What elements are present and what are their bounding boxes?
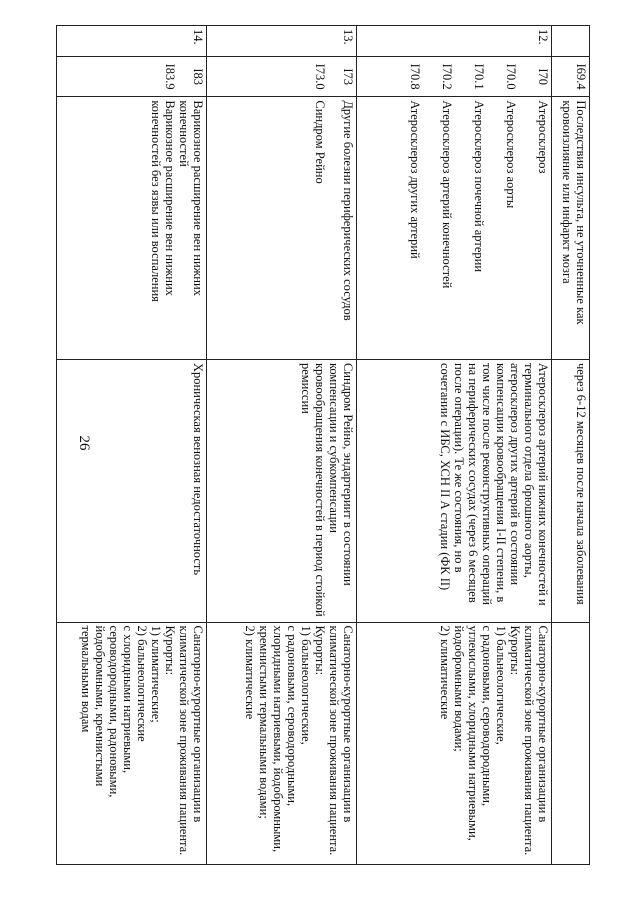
cell-condition: Хроническая венозная недостаточность bbox=[57, 359, 207, 622]
resort-line: Курорты: bbox=[508, 625, 522, 676]
resort-line: 1) бальнеологические, bbox=[299, 625, 313, 745]
table-row bbox=[552, 26, 590, 865]
cell-num: 13. bbox=[207, 26, 357, 57]
resort-line: Санаторно-курортные организации в климатической зоне проживания пациента. bbox=[522, 625, 550, 856]
resort-line: 2) бальнеологические bbox=[135, 625, 149, 742]
diagnosis-line: Синдром Рейно bbox=[313, 100, 327, 184]
resort-line: с радоновыми, сероводородными, хлоридными натриевыми, йодобромными, кремнистыми термальными водами; bbox=[257, 625, 299, 853]
cell-codes bbox=[57, 56, 207, 96]
code-line: I83 bbox=[191, 68, 205, 85]
diagnosis-line: Атеросклероз артерий конечностей bbox=[440, 100, 454, 289]
cell-codes bbox=[207, 56, 357, 96]
cell-diagnoses bbox=[357, 97, 552, 360]
code-line: I70.8 bbox=[408, 63, 422, 90]
cell-resort bbox=[552, 622, 590, 864]
resort-line: 2) климатические bbox=[243, 625, 257, 720]
cell-resort bbox=[57, 622, 207, 864]
page-number: 26 bbox=[76, 435, 92, 451]
cell-condition: Атеросклероз артерий нижних конечностей и терминального отдела брюшного аорты, атеросклероз других артерий в состоянии компенсации кровообращения I-II степени, в том числе после реконструктивных операций на периферических сосудах (через 6 месяцев после операции). Те же состояния, но в сочетании с ИБС, ХСН II А стадии (ФК II) bbox=[357, 359, 552, 622]
code-line: I73.0 bbox=[313, 63, 327, 90]
diagnosis-line: Варикозное расширение вен нижних конечностей bbox=[177, 100, 205, 296]
cell-condition: через 6-12 месяцев после начала заболевания bbox=[552, 359, 590, 622]
resort-line: 1) климатические; bbox=[149, 625, 163, 723]
diagnosis-line: Атеросклероз других артерий bbox=[408, 100, 422, 259]
resort-line: с хлоридными натриевыми, сероводородными, радоновыми, йодобромными, кремнистыми термальными водам bbox=[79, 625, 135, 798]
code-line: I70 bbox=[536, 68, 550, 85]
resort-line: Санаторно-курортные организации в климатической зоне проживания пациента. bbox=[327, 625, 355, 856]
rotated-table-container bbox=[57, 25, 590, 865]
resort-line: 2) климатические bbox=[438, 625, 452, 720]
code-line: I73 bbox=[341, 68, 355, 85]
diagnosis-line: Атеросклероз аорты bbox=[504, 100, 518, 209]
diagnosis-line: Атеросклероз bbox=[536, 100, 550, 174]
code-line: I83.9 bbox=[163, 63, 177, 90]
cell-condition: Синдром Рейно, эндартериит в состоянии компенсации и субкомпенсации кровообращения конечностей в период стойкой ремиссии bbox=[207, 359, 357, 622]
cell-code: I69.4 bbox=[552, 56, 590, 96]
resort-line: Курорты: bbox=[313, 625, 327, 676]
code-line: I70.2 bbox=[440, 63, 454, 90]
code-line: I70.0 bbox=[504, 63, 518, 90]
diagnosis-line: Другие болезни периферических сосудов bbox=[341, 100, 355, 321]
diagnosis-line: Атеросклероз почечной артерии bbox=[472, 100, 486, 273]
cell-num: 14. bbox=[57, 26, 207, 57]
cell-codes bbox=[357, 56, 552, 96]
cell-num: 12. bbox=[357, 26, 552, 57]
table-row bbox=[57, 26, 207, 865]
table-row bbox=[207, 26, 357, 865]
resort-line: с радоновыми, сероводородными, углекислыми, хлоридными натриевыми, йодобромными водами; bbox=[452, 625, 494, 841]
cell-resort bbox=[207, 622, 357, 864]
resort-line: Санаторно-курортные организации в климатической зоне проживания пациента. bbox=[177, 625, 205, 856]
code-line: I70.1 bbox=[472, 63, 486, 90]
cell-diagnosis: Последствия инсульта, не уточненные как кровоизлияние или инфаркт мозга bbox=[552, 97, 590, 360]
table-row bbox=[357, 26, 552, 865]
cell-diagnoses bbox=[207, 97, 357, 360]
diagnosis-line: Варикозное расширение вен нижних конечностей без язвы или воспаления bbox=[149, 100, 177, 302]
cell-num bbox=[552, 26, 590, 57]
resort-line: Курорты: bbox=[163, 625, 177, 676]
cell-diagnoses bbox=[57, 97, 207, 360]
resort-table bbox=[56, 25, 590, 865]
cell-resort bbox=[357, 622, 552, 864]
resort-line: 1) бальнеологические, bbox=[494, 625, 508, 745]
